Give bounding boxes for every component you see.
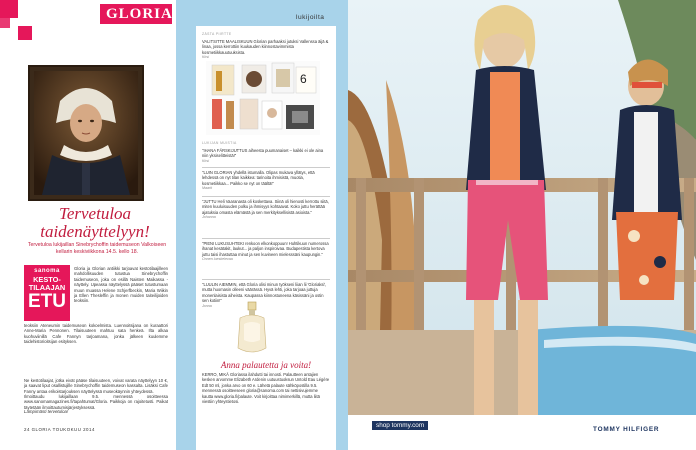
brand-logo: GLORIA [100,4,172,24]
section-heading: lukijoilta [296,14,325,21]
perfume-bottle-icon [232,300,272,356]
letter-4 [202,241,330,261]
ad-photo-illustration [348,0,696,450]
letter-text: "JUTTU Heli Vaaranasta oli koskettava. Siinä oli hienosti kerrottu siitä, miten kuuluisuuden polku ja ihmisyys kohtaavat. Koko juttu herättää ajatuksia omasta elämästä ja sen merkityksellisistä asioista." [202,199,329,215]
letter-text: "IHANA FÄRSKIJUTTUS aiheesta puumanaiset – kaikki ei ole aina niin yksiselitteistä!" [202,148,324,159]
corner-square-small-2 [0,18,10,28]
promo-line-3: ETU [28,291,66,312]
letter-author: Johanna [202,215,216,220]
body-paragraph-4: Ilmoittaudu lukijaillaan 9.5. mennessä osoitteessa www.sanomamagazines.fi/tapahtumat/Gloria. Paikkoja on rajoitetusti. Paikat täytetään ilmoittautumisjärjestyksessä. [24,394,168,410]
promo-line-2: KESTO-TILAAJAN [28,275,66,292]
painting-image [30,67,142,199]
collage-illustration [206,61,320,135]
announcement-heading: Anna palautetta ja voita! [220,360,312,370]
divider [202,238,330,239]
card-title-text: VALITSITTE MAALISKUUN Glorian parhaaksi jutuksi Vallenssa äijä & linaa, jossa kerrottiin kuukauden kiinnostavimmista kosmetiikkauutuuksista. [202,39,329,55]
body-paragraph-2: teoksiin Ateneumin taidemuseon kokoelmista. Luennoitsijana on kuraattori Anne-Maria Pennonen. Tilaisuuteen mahtuu sata henkeä. Ilta alkaa kuohuviinillä Cafe Fannyn tarjoamana, jonka jälkeen kuulemme taidehistorioitsijan esityksen. [24,323,168,345]
letter-text: "LUULIN AIEMMIN, että Gloria olisi minun työkseni liian lii 'Gloriaksi', mutta huomasin olleeni väärässä. Hyvä lehti, joka tarjoaa juttuja monenlaisista aiheista. Kaupassa kiinnostuneena käsissäni ja ostin sen kotiin!" [202,282,327,304]
section-label-1: ZÄSTA PIIRTTE [202,32,232,36]
section-label-2: LUKIJAN MUISTIA [202,141,237,145]
divider [202,167,330,168]
promo-line-1: sanoma [34,268,60,274]
shop-url: shop tommy.com [372,421,428,430]
divider [202,196,330,197]
letter-author: Maarit [202,186,212,191]
magazine-collage-image [206,61,320,135]
brand-logo-ad [593,418,683,433]
letter-text: "PIENI LUKUSUHTEKI renkoon elkonkoppuun! Huhtikuun numerossa ihanat kesätakit, laukut... ja paljon inspiroivaa. Budapestista kertova juttu taisi ihastuttaa minut ja sen kuvineen mielesssäni kaupungin." [202,241,329,257]
painting-portrait [30,67,142,199]
letter-1 [202,148,330,163]
headline: Tervetuloa taidenäyttelyyn! [40,204,150,241]
card-author: Kirsi [202,55,209,60]
brand-logo-text: TOMMY HILFIGER [593,426,660,433]
announcement-text: KERRO, MIKÄ Gloriassa ilahdutti tai innosti. Palautteen antajien kesken arvomme Elizabeth Ardenin uutuustuoksun Untold Eau Légère Edt 50 ml, jonka arvo on 60 e. Lähetä palaute sähköpostilla 9.5. mennessä osoitteeseen gloria@sanoma.com tai nettisivujemme kautta www.gloria.fi/palaute. Voit kirjoittaa nimimerkillä, mutta liitä viestiin yhteystietosi. [202,372,330,405]
fashion-ad-photo [348,0,696,450]
divider [202,279,330,280]
body-paragraph-3: Ne kestotilaajat, jotka eivät pääse tilaisuuteen, voivat varata näyttelyyn 10 €, ja saavat liput osallistujille Sinebrychoffin taidemuseon kassalta. Lisäksi Cafe Fanny antaa erikoistarjouksen näyttelyssä museokäynnin yhteydessä. [24,378,168,394]
corner-square-large [0,0,18,18]
letter-3 [202,199,330,219]
svg-text:6: 6 [300,72,307,86]
letter-author: Jonna [202,303,212,308]
page-footer: 24 GLORIA TOUKOKUU 2014 [24,427,95,432]
card-intro [202,39,330,59]
body-paragraph-1: Gloria ja Glorian antiikki tarjoavat kestotilaajilleen mahdollisuuden tutustua Sinebrychoffin taidemuseon, joka on esillä Naisten Maikassa -näyttely. Upeassa näyttelyssä pääset tutustumaan muun muassa Helene Schjerfbeckin, Maria Wiikin ja Ellen Thesleffin ja monen muiden taiteilijoiden teoksiin. [74,266,168,304]
letter-author: Kirsi [202,158,209,163]
subscriber-benefit-badge [24,265,70,321]
letter-author: Onnen lueskelevaa [202,257,233,262]
perfume-bottle-image [232,300,272,356]
subhead: Tervetuloa lukijaillan Sinebrychoffin taidemuseon Valkoiseen kellarin keskiviikkona 14.5. kello 18. [27,242,167,255]
letter-text: "LUIN GLORIAN yhdellä istumalla. Olipas mukava yllätys, että lehdessä on nyt tilan kaikkea: tarinoita ihmisistä, muotia, kosmetiikkaa... Paikko se nyt on täältä!" [202,170,315,186]
signature: Lämpimästi tervetuloa! [24,409,69,414]
letter-2 [202,170,330,190]
corner-square-small [18,26,32,40]
